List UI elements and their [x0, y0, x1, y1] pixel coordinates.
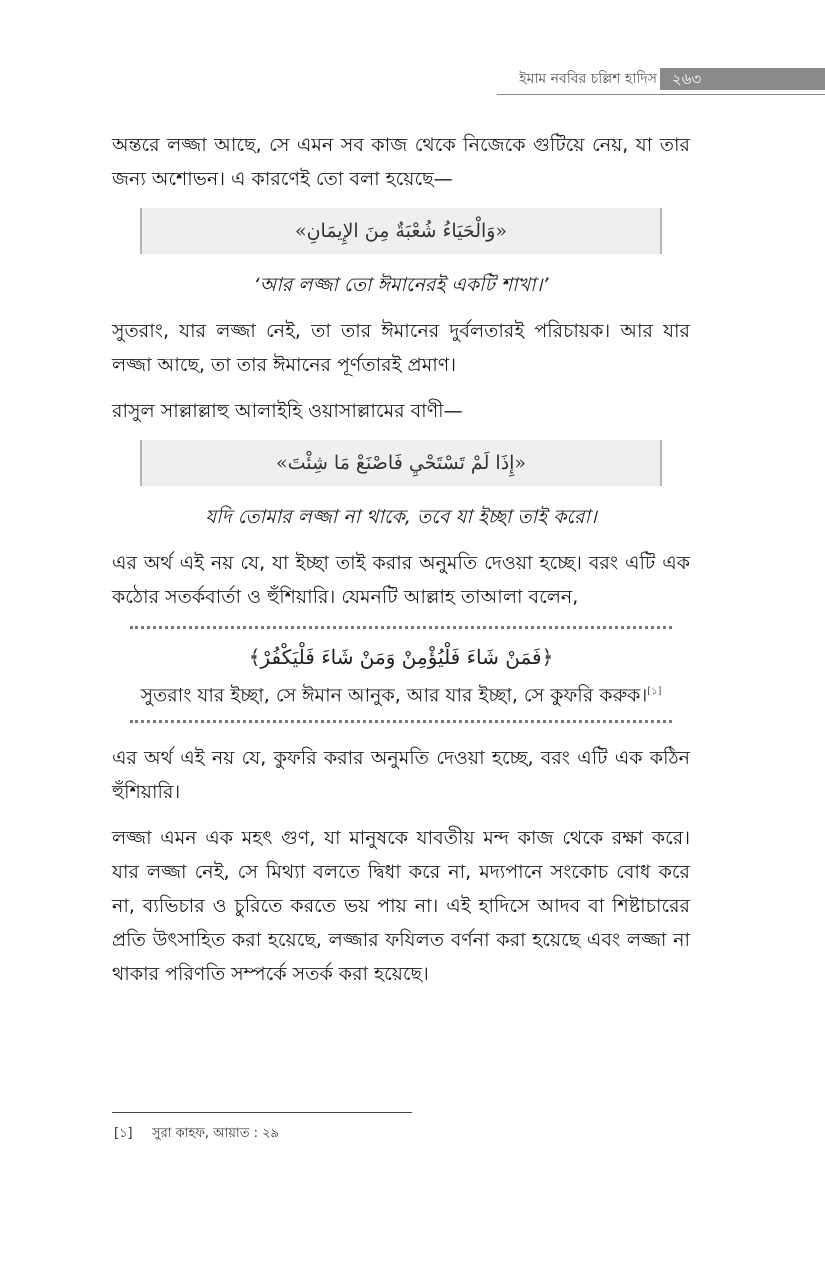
quran-verse-translation	[112, 675, 690, 712]
paragraph-2: সুতরাং, যার লজ্জা নেই, তা তার ঈমানের দুর্বলতারই পরিচায়ক। আর যার লজ্জা আছে, তা তার ঈমানের পূর্ণতারই প্রমাণ।	[112, 320, 690, 376]
paragraph-5: এর অর্থ এই নয় যে, কুফরি করার অনুমতি দেওয়া হচ্ছে, বরং এটি এক কঠিন হুঁশিয়ারি।	[112, 747, 690, 804]
hadith-arabic-1: «وَالْحَيَاءُ شُعْبَةٌ مِنَ الإِيمَانِ»	[294, 220, 508, 242]
paragraph-1: অন্তরে লজ্জা আছে, সে এমন সব কাজ থেকে নিজেকে গুটিয়ে নেয়, যা তার জন্য অশোভন। এ কারণেই তো বলা হয়েছে—	[112, 134, 690, 190]
footnote-number: [১]	[114, 1126, 133, 1141]
hadith-translation-1: ‘আর লজ্জা তো ঈমানেরই একটি শাখা।’	[253, 274, 549, 296]
page-number: ২৬৩	[660, 68, 825, 90]
verse-rule-top	[130, 626, 672, 629]
paragraph-4: এর অর্থ এই নয় যে, যা ইচ্ছা তাই করার অনুমতি দেওয়া হচ্ছে। বরং এটি এক কঠোর সতর্কবার্তা ও হুঁশিয়ারি। যেমনটি আল্লাহ তাআলা বলেন,	[112, 552, 690, 608]
footnote-rule	[112, 1112, 412, 1113]
quran-translation-text: সুতরাং যার ইচ্ছা, সে ঈমান আনুক, আর যার ইচ্ছা, সে কুফরি করুক।	[140, 684, 648, 707]
footnote-text: সুরা কাহফ, আয়াত : ২৯	[152, 1126, 279, 1141]
hadith-quote-box-2	[140, 440, 662, 486]
hadith-quote-box-1	[140, 208, 662, 254]
footnote	[114, 1124, 279, 1145]
running-header	[497, 68, 825, 94]
page-body	[112, 128, 690, 1003]
paragraph-3: রাসুল সাল্লাল্লাহু আলাইহি ওয়াসাল্লামের বাণী—	[112, 400, 463, 422]
footnote-reference[interactable]: [১]	[647, 686, 662, 697]
quran-verse-arabic: ﴿فَمَنْ شَاءَ فَلْيُؤْمِنْ وَمَنْ شَاءَ فَلْيَكْفُرْ﴾	[248, 645, 554, 669]
verse-rule-bottom	[130, 720, 672, 723]
hadith-arabic-2: «إِذَا لَمْ تَسْتَحْيِ فَاصْنَعْ مَا شِئْتَ»	[275, 452, 527, 474]
book-title: ইমাম নববির চল্লিশ হাদিস	[519, 71, 657, 87]
hadith-translation-2: যদি তোমার লজ্জা না থাকে, তবে যা ইচ্ছা তাই করো।	[205, 506, 597, 528]
paragraph-6: লজ্জা এমন এক মহৎ গুণ, যা মানুষকে যাবতীয় মন্দ কাজ থেকে রক্ষা করে। যার লজ্জা নেই, সে মিথ্যা বলতে দ্বিধা করে না, মদ্যপানে সংকোচ বোধ করে না, ব্যভিচার ও চুরিতে করতে ভয় পায় না। এই হাদিসে আদব বা শিষ্টাচারের প্রতি উৎসাহিত করা হয়েছে, লজ্জার ফযিলত বর্ণনা করা হয়েছে এবং লজ্জা না থাকার পরিণতি সম্পর্কে সতর্ক করা হয়েছে।	[112, 827, 690, 986]
header-rule	[497, 94, 825, 95]
